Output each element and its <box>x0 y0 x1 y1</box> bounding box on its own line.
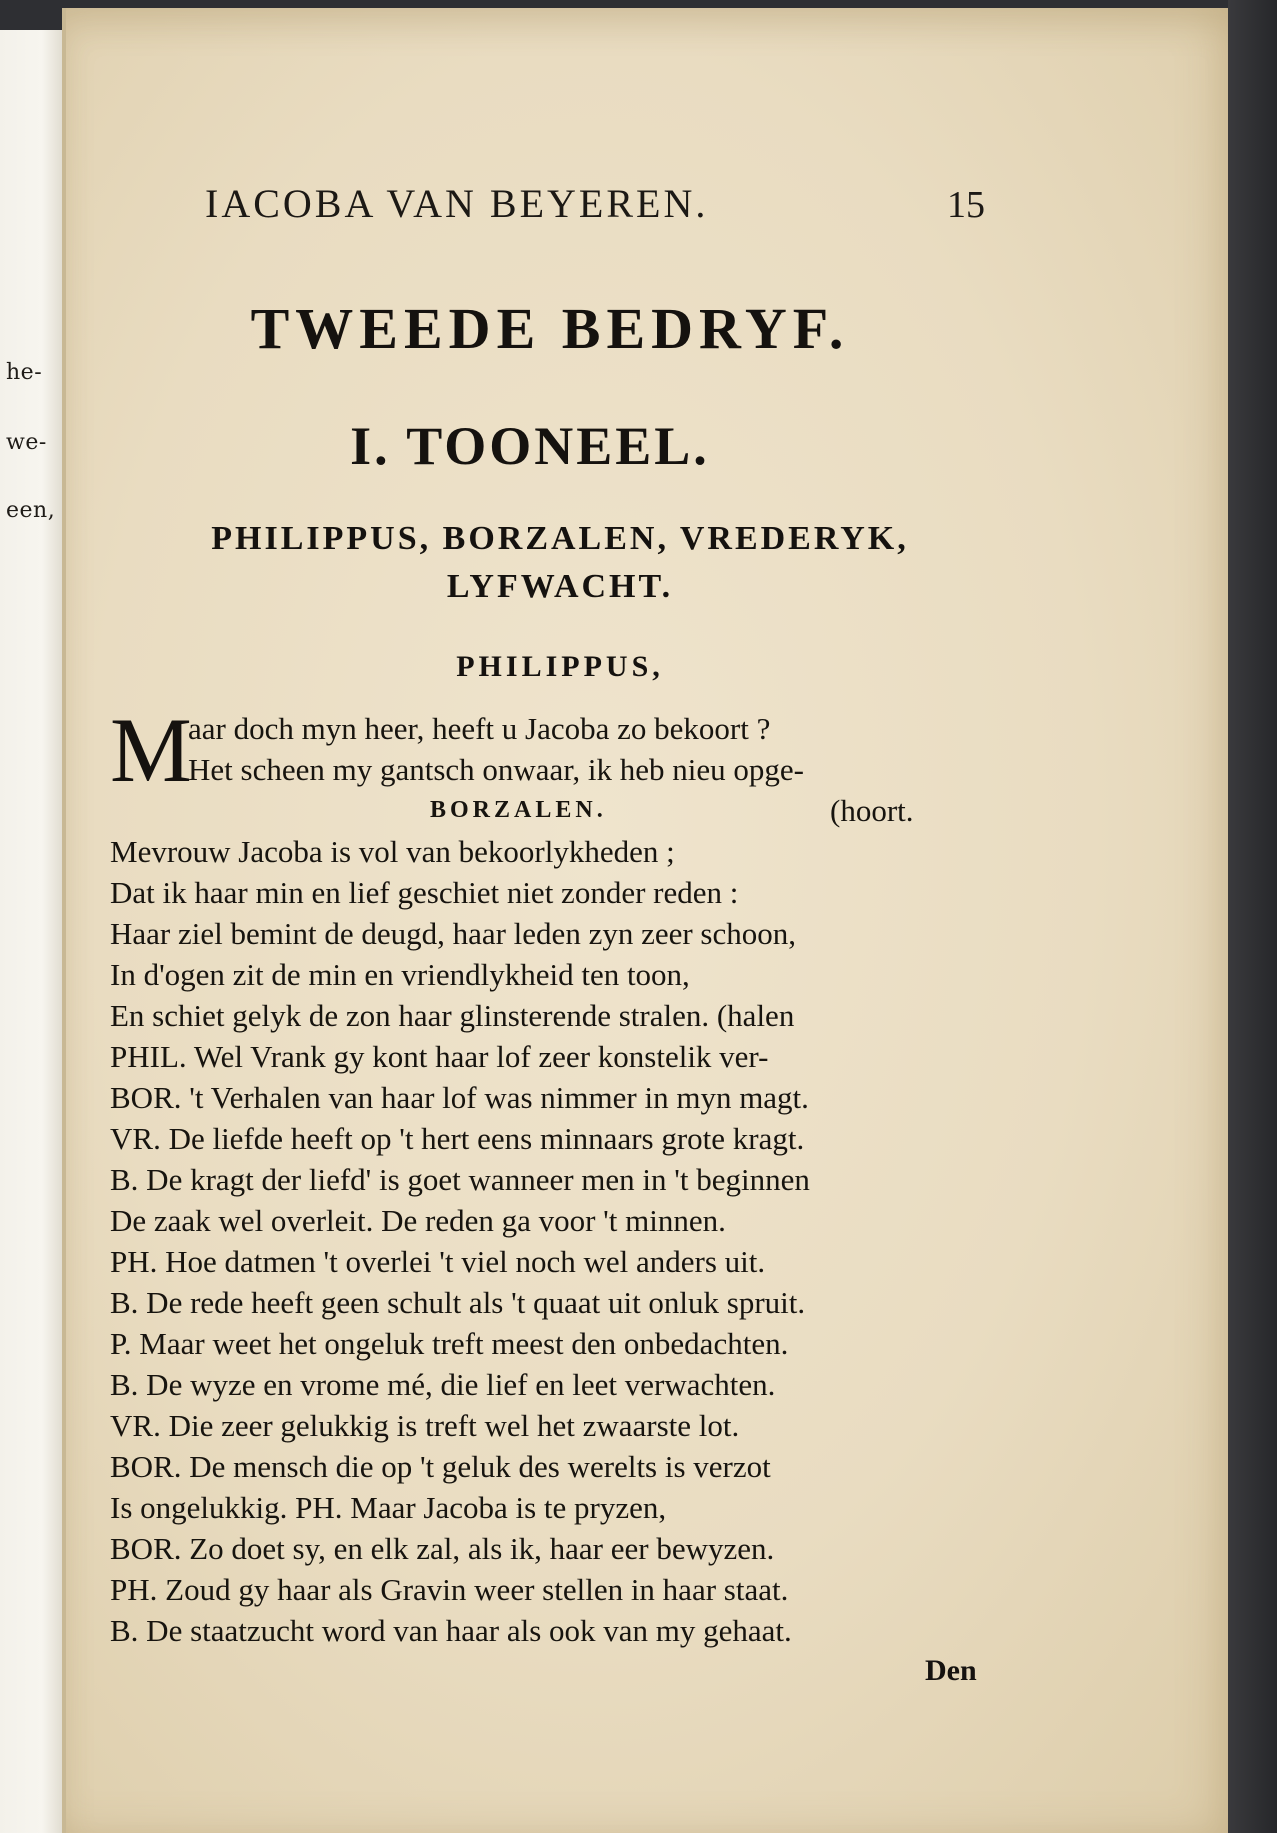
left-page-fragment: een, <box>6 498 56 523</box>
verse-line: B. De kragt der liefd' is goet wanneer men in 't beginnen <box>110 1162 810 1197</box>
verse-line: aar doch myn heer, heeft u Jacoba zo bekoort ? <box>188 711 771 746</box>
left-page-fragment: he- <box>6 360 43 385</box>
verse-line: BOR. Zo doet sy, en elk zal, als ik, haar eer bewyzen. <box>110 1531 775 1566</box>
verse-block <box>110 699 1005 1651</box>
speaker-name: BORZALEN. <box>430 797 607 823</box>
verse-line: Is ongelukkig. PH. Maar Jacoba is te pryzen, <box>110 1490 667 1525</box>
opening-speaker: PHILIPPUS, <box>456 650 664 683</box>
verse-line: B. De rede heeft geen schult als 't quaat uit onluk spruit. <box>110 1285 806 1320</box>
verse-line: PHIL. Wel Vrank gy kont haar lof zeer konstelik ver- <box>110 1039 769 1074</box>
running-head <box>205 180 985 227</box>
act-title: TWEEDE BEDRYF. <box>250 296 850 361</box>
verse-line: B. De wyze en vrome mé, die lief en leet verwachten. <box>110 1367 776 1402</box>
verse-line: Haar ziel bemint de deugd, haar leden zyn zeer schoon, <box>110 916 796 951</box>
character-line: PHILIPPUS, BORZALEN, VREDERYK, <box>211 520 909 557</box>
page-number: 15 <box>947 184 985 226</box>
verse-line: De zaak wel overleit. De reden ga voor 't minnen. <box>110 1203 726 1238</box>
verse-line: VR. Die zeer gelukkig is treft wel het zwaarste lot. <box>110 1408 740 1443</box>
character-list <box>110 515 1010 611</box>
speaker-break <box>110 790 1005 831</box>
background-edge <box>1228 0 1277 1833</box>
verse-line: En schiet gelyk de zon haar glinsterende stralen. (halen <box>110 998 795 1033</box>
left-page-fragment: we- <box>6 430 47 455</box>
verse-line: In d'ogen zit de min en vriendlykheid ten toon, <box>110 957 690 992</box>
drop-cap: M <box>110 699 192 801</box>
line-continuation: (hoort. <box>830 793 914 828</box>
catchword: Den <box>925 1654 977 1687</box>
verse-line: BOR. 't Verhalen van haar lof was nimmer in myn magt. <box>110 1080 809 1115</box>
left-page-edge <box>0 30 70 1833</box>
verse-line: P. Maar weet het ongeluk treft meest den onbedachten. <box>110 1326 789 1361</box>
verse-line: VR. De liefde heeft op 't hert eens minnaars grote kragt. <box>110 1121 805 1156</box>
verse-line: PH. Hoe datmen 't overlei 't viel noch wel anders uit. <box>110 1244 766 1279</box>
scene-title: I. TOONEEL. <box>350 416 710 476</box>
verse-line: PH. Zoud gy haar als Gravin weer stellen in haar staat. <box>110 1572 789 1607</box>
verse-line: Dat ik haar min en lief geschiet niet zonder reden : <box>110 875 739 910</box>
verse-line: B. De staatzucht word van haar als ook van my gehaat. <box>110 1613 792 1648</box>
verse-line: Het scheen my gantsch onwaar, ik heb nieu opge- <box>188 752 804 787</box>
verse-line: BOR. De mensch die op 't geluk des werelts is verzot <box>110 1449 771 1484</box>
running-head-title: IACOBA VAN BEYEREN. <box>205 181 709 226</box>
character-line: LYFWACHT. <box>446 568 674 605</box>
verse-line: Mevrouw Jacoba is vol van bekoorlykheden ; <box>110 834 675 869</box>
